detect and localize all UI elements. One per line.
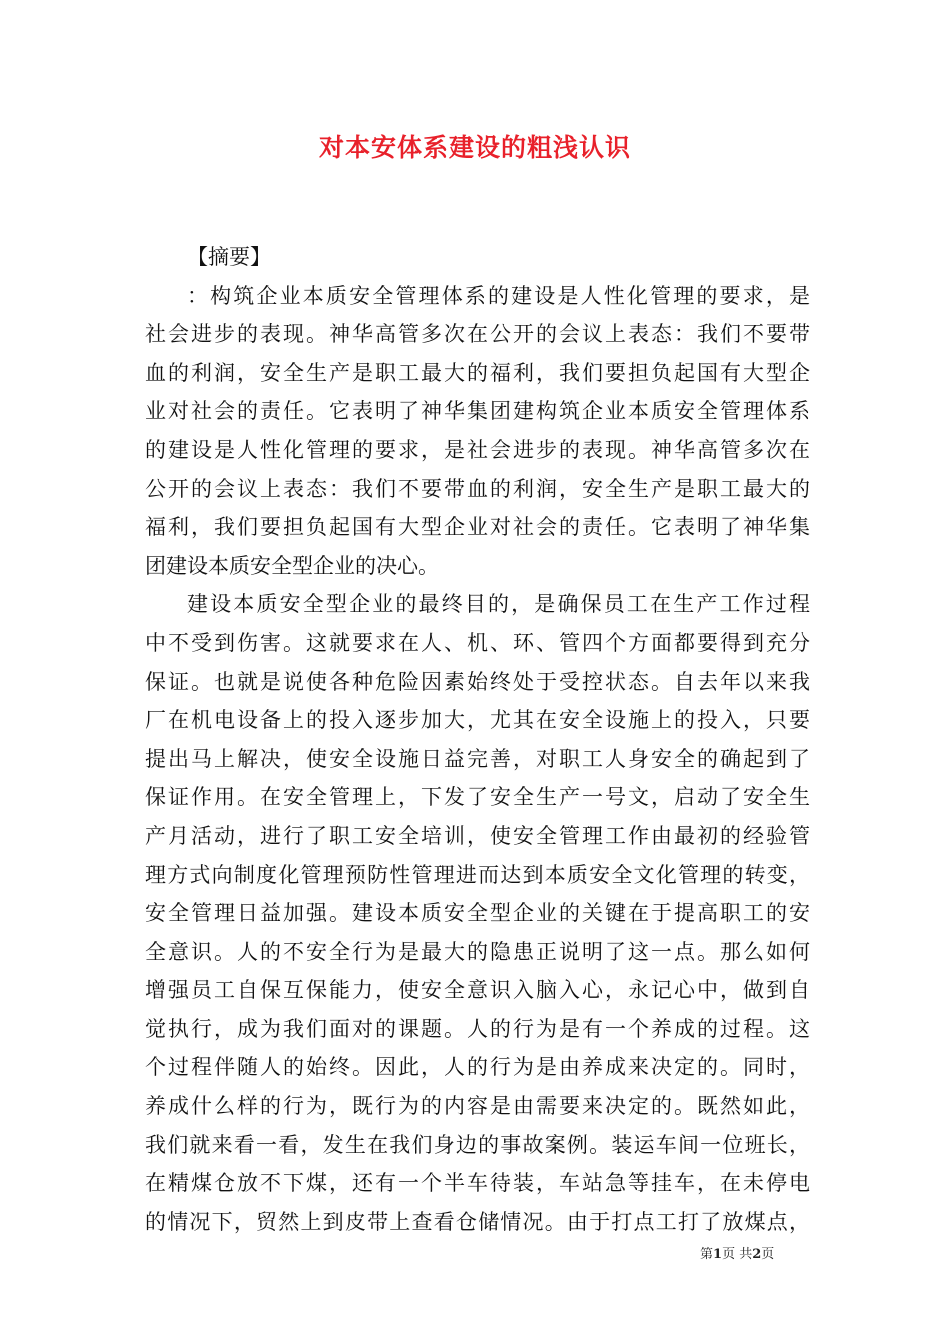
paragraph-line: 的建设是人性化管理的要求，是社会进步的表现。神华高管多次在 <box>145 437 810 462</box>
paragraph-line: 养成什么样的行为，既行为的内容是由需要来决定的。既然如此， <box>145 1094 810 1119</box>
footer-page-number: 1 <box>713 1247 723 1262</box>
paragraph-line: 觉执行，成为我们面对的课题。人的行为是有一个养成的过程。这 <box>145 1016 810 1041</box>
document-title: 对本安体系建设的粗浅认识 <box>318 133 631 162</box>
paragraph-line: 建设本质安全型企业的最终目的，是确保员工在生产工作过程 <box>187 592 810 617</box>
paragraph-line: 福利，我们要担负起国有大型企业对社会的责任。它表明了神华集 <box>145 515 810 540</box>
document-body <box>145 238 810 1241</box>
paragraph-line: 保证作用。在安全管理上，下发了安全生产一号文，启动了安全生 <box>145 785 810 810</box>
paragraph-line: 增强员工自保互保能力，使安全意识入脑入心，永记心中，做到自 <box>145 978 810 1003</box>
paragraph-line: 团建设本质安全型企业的决心。 <box>145 553 439 578</box>
paragraph-line: 社会进步的表现。神华高管多次在公开的会议上表态：我们不要带 <box>145 322 810 347</box>
paragraph-line: 安全管理日益加强。建设本质安全型企业的关键在于提高职工的安 <box>145 901 810 926</box>
paragraph-line: 个过程伴随人的始终。因此，人的行为是由养成来决定的。同时， <box>145 1055 810 1080</box>
paragraph-line: 的情况下，贸然上到皮带上查看仓储情况。由于打点工打了放煤点， <box>145 1209 810 1234</box>
paragraph-line: 理方式向制度化管理预防性管理进而达到本质安全文化管理的转变， <box>145 862 810 887</box>
paragraph-line: 公开的会议上表态：我们不要带血的利润，安全生产是职工最大的 <box>145 476 810 501</box>
paragraph-line: 在精煤仓放不下煤，还有一个半车待装，车站急等挂车，在未停电 <box>145 1171 810 1196</box>
abstract-label: 【摘要】 <box>187 245 271 269</box>
paragraph-line: 提出马上解决，使安全设施日益完善，对职工人身安全的确起到了 <box>145 746 810 771</box>
footer-suffix: 页 <box>761 1247 775 1262</box>
paragraph-line: 保证。也就是说使各种危险因素始终处于受控状态。自去年以来我 <box>145 669 810 694</box>
paragraph-line: 中不受到伤害。这就要求在人、机、环、管四个方面都要得到充分 <box>145 630 810 655</box>
footer-total-pages: 2 <box>752 1247 762 1262</box>
page-footer <box>700 1245 774 1265</box>
footer-prefix: 第 <box>700 1247 714 1262</box>
paragraph-line: 血的利润，安全生产是职工最大的福利，我们要担负起国有大型企 <box>145 360 810 385</box>
paragraph-line: ：构筑企业本质安全管理体系的建设是人性化管理的要求，是 <box>187 283 810 308</box>
paragraph-line: 我们就来看一看，发生在我们身边的事故案例。装运车间一位班长， <box>145 1132 810 1157</box>
paragraph-line: 产月活动，进行了职工安全培训，使安全管理工作由最初的经验管 <box>145 823 810 848</box>
paragraph-line: 业对社会的责任。它表明了神华集团建构筑企业本质安全管理体系 <box>145 399 810 424</box>
paragraph-line: 厂在机电设备上的投入逐步加大，尤其在安全设施上的投入，只要 <box>145 708 810 733</box>
paragraph-line: 全意识。人的不安全行为是最大的隐患正说明了这一点。那么如何 <box>145 939 810 964</box>
footer-middle: 页 共 <box>722 1247 753 1262</box>
